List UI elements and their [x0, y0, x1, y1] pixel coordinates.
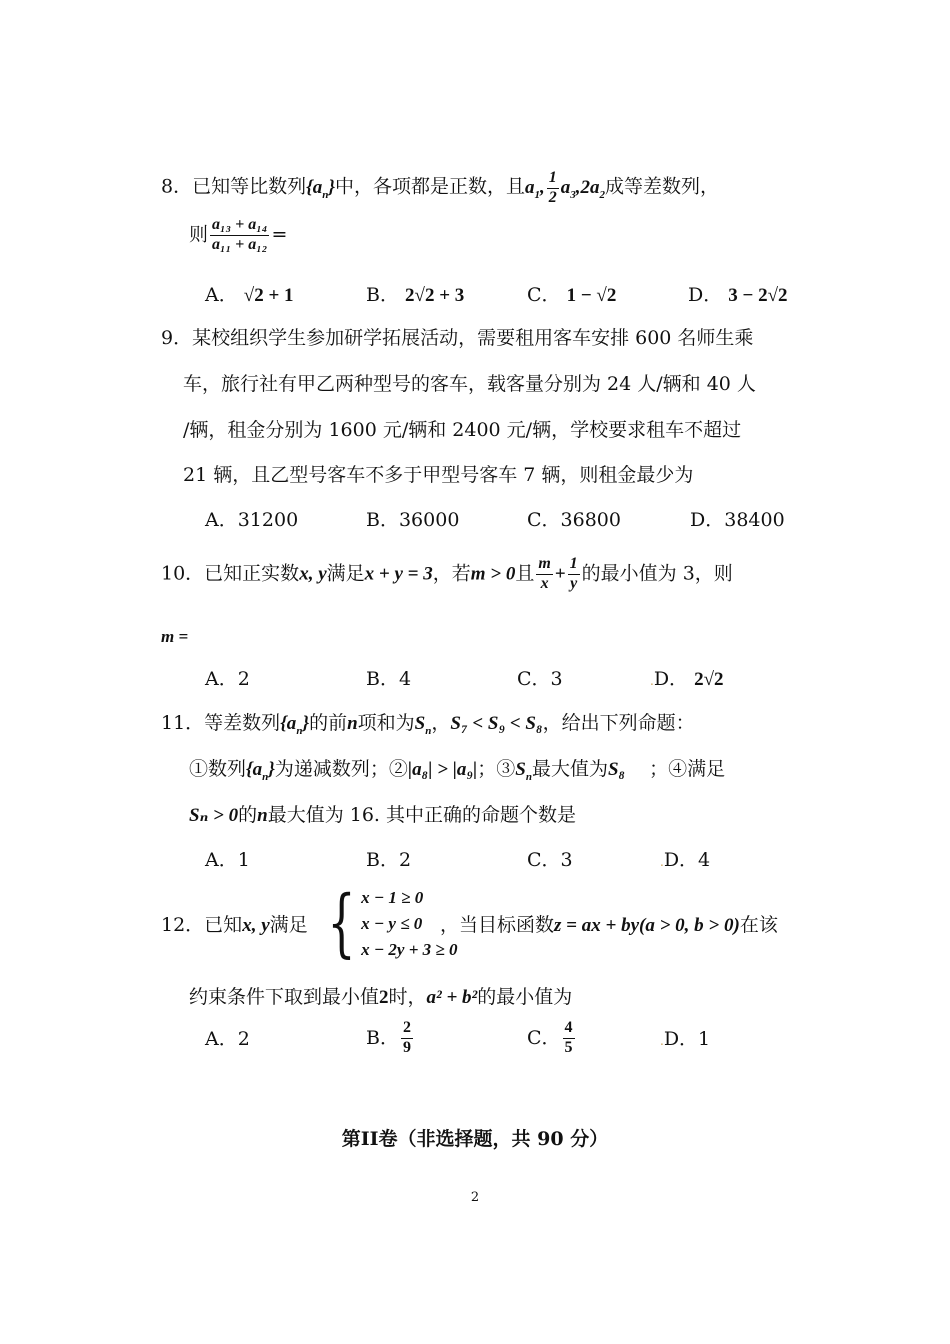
q11-line1: 11．等差数列$\{a_n\}$的前n项和为$S_n$，S₇ < S₉ < S₈，给出下列命题：: [161, 712, 695, 737]
q10-xy: x, y: [299, 563, 327, 585]
q11-abs-compare: |a₈| > |a₉|: [407, 759, 478, 780]
q8-line1: [161, 170, 719, 207]
q12-line2: 约束条件下取到最小值2时，a² + b²的最小值为: [189, 986, 573, 1008]
q8-option-d: D． 3 − 2√2: [688, 284, 788, 306]
q11-option-b: B．2: [366, 849, 412, 871]
q10-line2: m =: [161, 627, 189, 646]
q12-option-b: B． $\frac{2}{9}$: [366, 1019, 411, 1056]
q8-option-c: C． 1 − √2: [527, 284, 617, 306]
q8-text-b: 中，各项都是正数，且: [334, 175, 525, 198]
q11-option-c: C．3: [527, 849, 573, 871]
q10-fraction-m-x: $\frac{m}{x}$: [538, 555, 551, 592]
q12-option-a: A．2: [205, 1028, 250, 1050]
q12-option-c: C． $\frac{4}{5}$: [527, 1019, 573, 1056]
q11-option-d: .D．4: [660, 849, 711, 871]
q9-option-a: A．31200: [205, 509, 299, 531]
q11-line2: ①数列$\{a_n\}$为递减数列；②|a₈| > |a₉|；$③S_n$最大值为S₈ ；④满足: [189, 758, 726, 783]
q11-inequality: S₇ < S₉ < S₈: [450, 713, 543, 734]
q8-numerator: a₁₃ + a₁₄: [210, 217, 269, 236]
q8-option-a: A． √2 + 1: [205, 284, 294, 306]
q8-fraction: [210, 217, 269, 254]
q10-option-d: .D． 2√2: [650, 668, 724, 690]
q11-sn: $S_n$: [414, 713, 432, 737]
q10-m-positive: m > 0: [470, 563, 516, 585]
q8-option-b: B． 2√2 + 3: [366, 284, 465, 306]
q12-line1-b: ，当目标函数z = ax + by(a > 0, b > 0)在该: [440, 914, 778, 936]
q9-option-c: C．36800: [527, 509, 621, 531]
q9-line3: /辆，租金分别为 1600 元/辆和 2400 元/辆，学校要求租车不超过: [183, 419, 742, 441]
q8-line2: [189, 217, 287, 254]
q12-objective: z = ax + by(a > 0, b > 0): [554, 915, 740, 936]
q12-option-d: .D．1: [660, 1028, 711, 1050]
q12-constraint-system: { x − 1 ≥ 0 x − y ≤ 0 x − 2y + 3 ≥ 0: [327, 880, 458, 967]
q10-option-a: A．2: [205, 668, 250, 690]
q12-expression: a² + b²: [426, 987, 478, 1008]
q11-line3: Sₙ > 0的n最大值为 16. 其中正确的命题个数是: [189, 804, 576, 826]
q12-constraint-1: x − 1 ≥ 0: [361, 888, 424, 907]
q11-seq: $\{a_n\}$: [280, 713, 310, 737]
q12-constraint-2: x − y ≤ 0: [361, 914, 423, 933]
q8-seq: $\{a_n\}$: [306, 176, 335, 201]
q9-line2: 车，旅行社有甲乙两种型号的客车，载客量分别为 24 人/辆和 40 人: [183, 373, 756, 395]
q9-option-d: D．38400: [690, 509, 785, 531]
section-title: 第II卷（非选择题，共 90 分）: [341, 1128, 609, 1150]
q8-denominator: a₁₁ + a₁₂: [212, 235, 268, 253]
q10-option-c: C．3: [517, 668, 563, 690]
q10-condition: x + y = 3: [364, 563, 433, 585]
q8-text-a: 8．已知等比数列: [161, 175, 307, 198]
q8-prefix: 则: [189, 223, 209, 246]
q10-line1: 10．已知正实数x, y满足x + y = 3，若m > 0且 $\frac{m}{x}$ + $\frac{1}{y}$ 的最小值为 3，则: [161, 555, 733, 592]
q12-line1-a: 12．已知x, y满足: [161, 914, 308, 936]
q11-option-a: A．1: [205, 849, 250, 871]
page-number: 2: [470, 1190, 480, 1205]
q12-constraint-3: x − 2y + 3 ≥ 0: [361, 940, 458, 959]
q10-option-b: B．4: [366, 668, 412, 690]
q8-terms: $a_1$, $\frac{1}{2}$ $a_3,2a_2$: [524, 169, 605, 206]
q9-line1: 9．某校组织学生参加研学拓展活动，需要租用客车安排 600 名师生乘: [161, 327, 754, 349]
q9-line4: 21 辆，且乙型号客车不多于甲型号客车 7 辆，则租金最少为: [183, 464, 694, 486]
q9-option-b: B．36000: [366, 509, 460, 531]
q8-equals: =: [271, 223, 288, 246]
q10-fraction-1-y: $\frac{1}{y}$: [569, 555, 578, 592]
q8-text-c: 成等差数列，: [604, 175, 719, 198]
